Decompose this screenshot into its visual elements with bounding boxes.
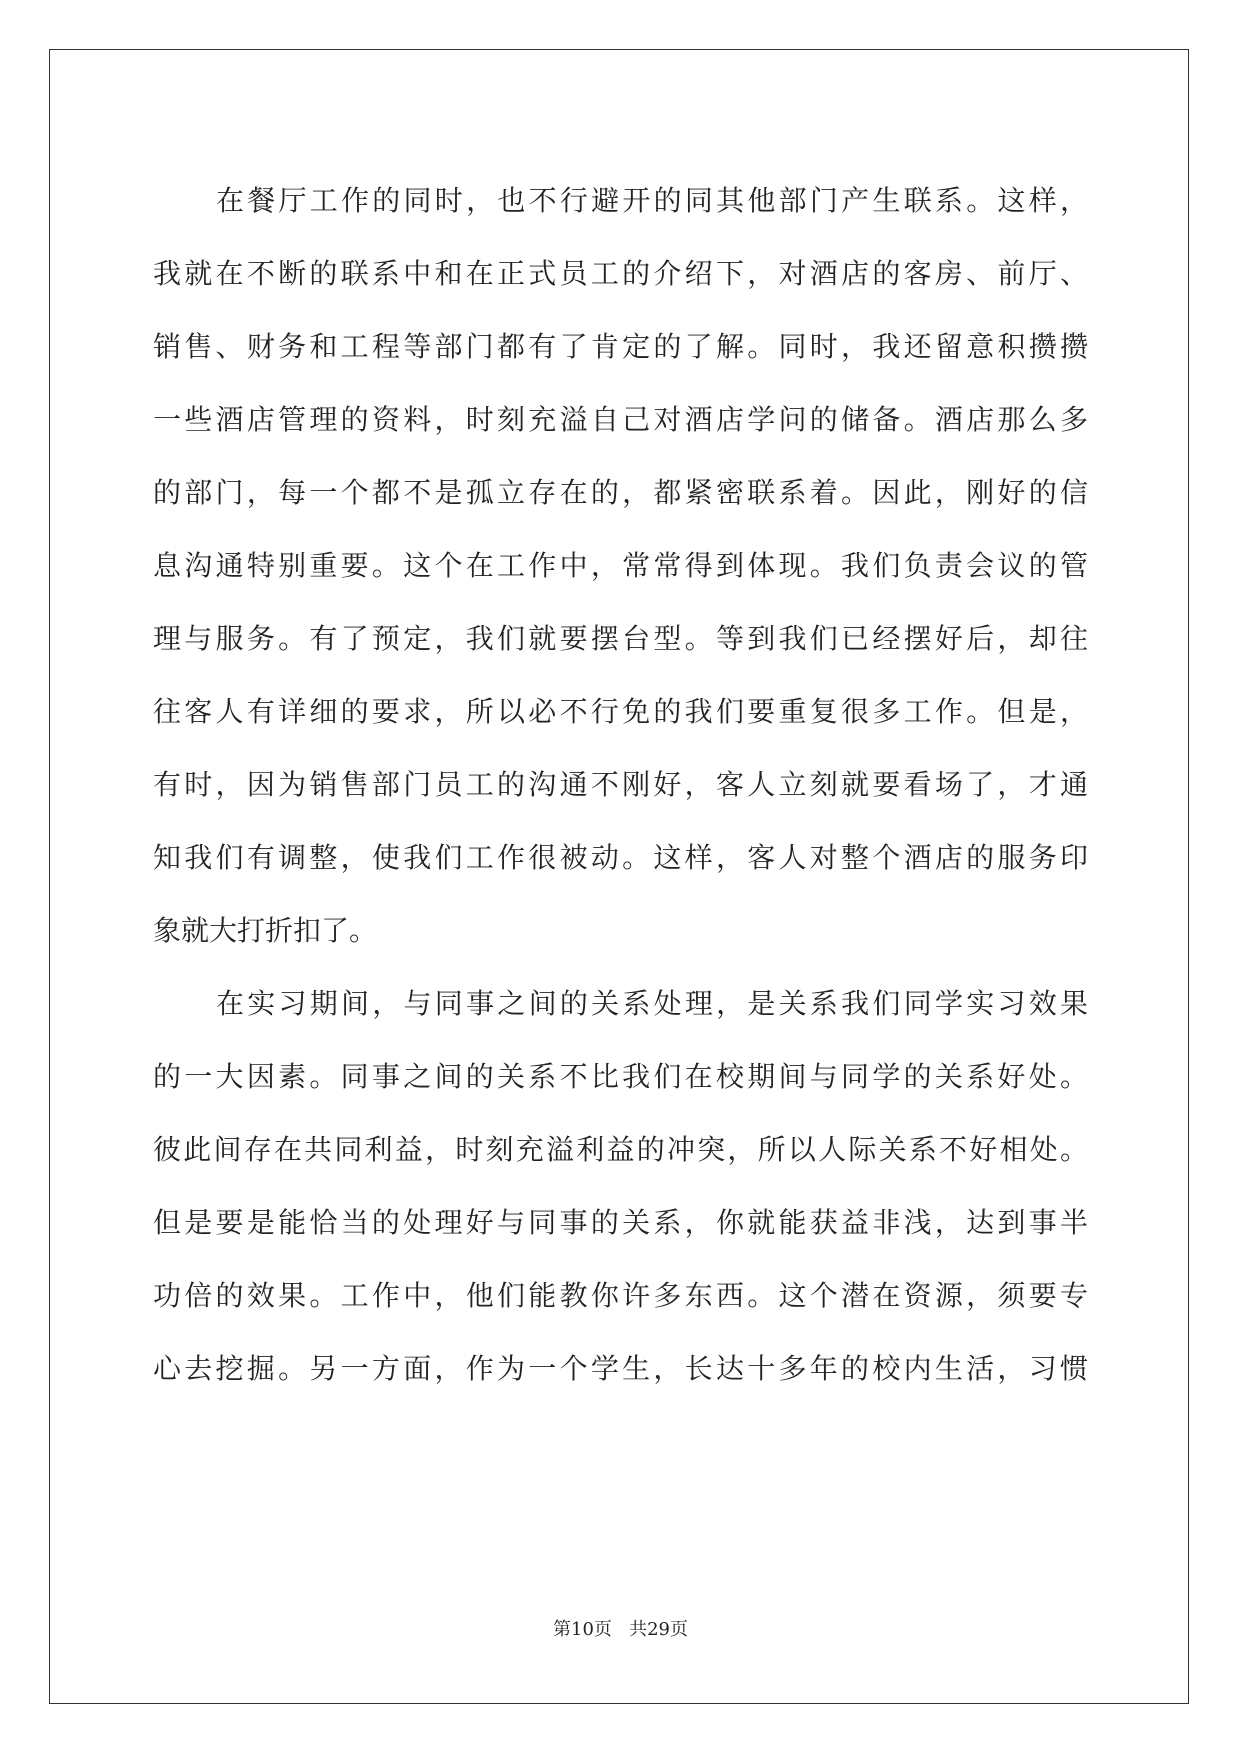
text-line: 在餐厅工作的同时，也不行避开的同其他部门产生联系。这样，	[216, 184, 1088, 217]
body-text	[153, 164, 1088, 1405]
text-line: 但是要是能恰当的处理好与同事的关系，你就能获益非浅，达到事半	[153, 1206, 1088, 1239]
paragraph-2	[153, 967, 1088, 1405]
text-line: 功倍的效果。工作中，他们能教你许多东西。这个潜在资源，须要专	[153, 1279, 1088, 1312]
text-line: 理与服务。有了预定，我们就要摆台型。等到我们已经摆好后，却往	[153, 622, 1088, 655]
text-line: 心去挖掘。另一方面，作为一个学生，长达十多年的校内生活，习惯	[153, 1352, 1088, 1385]
text-line: 销售、财务和工程等部门都有了肯定的了解。同时，我还留意积攒攒	[153, 330, 1088, 363]
text-line: 知我们有调整，使我们工作很被动。这样，客人对整个酒店的服务印	[153, 841, 1088, 874]
paragraph-1	[153, 164, 1088, 967]
page-number-footer: 第10页 共29页	[553, 1619, 688, 1640]
text-line: 我就在不断的联系中和在正式员工的介绍下，对酒店的客房、前厅、	[153, 257, 1088, 290]
text-line: 的部门，每一个都不是孤立存在的，都紧密联系着。因此，刚好的信	[153, 476, 1088, 509]
text-line: 一些酒店管理的资料，时刻充溢自己对酒店学问的储备。酒店那么多	[153, 403, 1088, 436]
text-line: 在实习期间，与同事之间的关系处理，是关系我们同学实习效果	[216, 987, 1088, 1020]
text-line: 往客人有详细的要求，所以必不行免的我们要重复很多工作。但是，	[153, 695, 1088, 728]
text-line: 的一大因素。同事之间的关系不比我们在校期间与同学的关系好处。	[153, 1060, 1088, 1093]
text-line: 彼此间存在共同利益，时刻充溢利益的冲突，所以人际关系不好相处。	[153, 1133, 1088, 1166]
text-line: 息沟通特别重要。这个在工作中，常常得到体现。我们负责会议的管	[153, 549, 1088, 582]
text-line: 象就大打折扣了。	[153, 914, 378, 947]
text-line: 有时，因为销售部门员工的沟通不刚好，客人立刻就要看场了，才通	[153, 768, 1088, 801]
